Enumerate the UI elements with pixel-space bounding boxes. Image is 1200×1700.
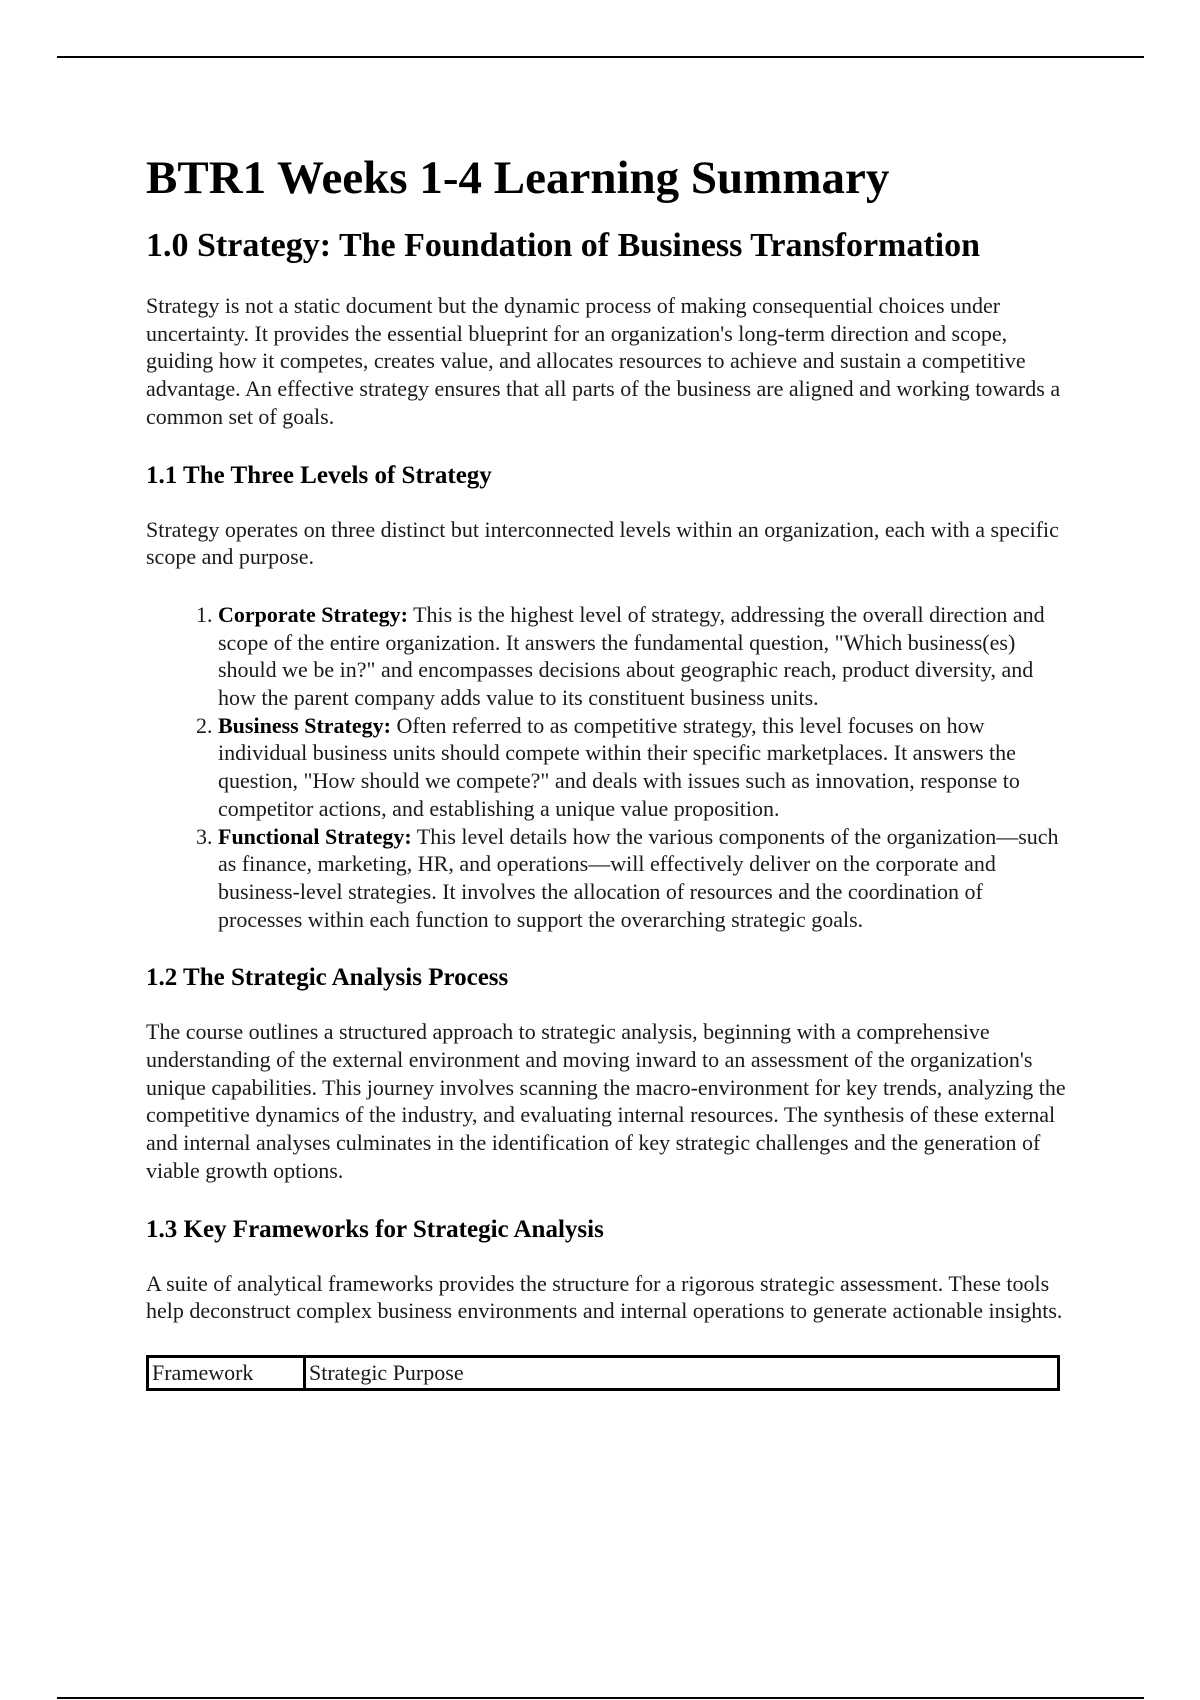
table-header-cell: Framework (148, 1356, 305, 1389)
list-item-term: Business Strategy: (218, 712, 391, 738)
list-item-text: Often referred to as competitive strategy, this level focuses on how individual business units should compete within their specific marketplaces. It answers the question, "How should we compete?" and deals with issues such as innovation, response to competitor actions, and establishing a unique value proposition. (218, 712, 1020, 821)
section-1-1-heading: 1.1 The Three Levels of Strategy (146, 461, 492, 489)
list-item-text: This level details how the various components of the organization—such as finance, marketing, HR, and operations—will effectively deliver on the corporate and business-level strategies. It involves the allocation of resources and the coordination of processes within each function to support the overarching strategic goals. (218, 823, 1059, 932)
list-item-text: This is the highest level of strategy, addressing the overall direction and scope of the entire organization. It answers the fundamental question, "Which business(es) should we be in?" and encompasses decisions about geographic reach, product diversity, and how the parent company adds value to its constituent business units. (218, 601, 1045, 711)
section-1-3-heading: 1.3 Key Frameworks for Strategic Analysis (146, 1215, 604, 1243)
section-1-1-intro: Strategy operates on three distinct but interconnected levels within an organization, each with a specific scope and purpose. (146, 516, 1059, 570)
list-item (218, 601, 1066, 712)
list-item-term: Functional Strategy: (218, 823, 412, 849)
list-item (218, 823, 1066, 934)
frameworks-table (146, 1355, 1060, 1391)
section-1-3-body: A suite of analytical frameworks provides the structure for a rigorous strategic assessment. These tools help deconstruct complex business environments and internal operations to generate actionable insights. (146, 1270, 1063, 1324)
list-item-term: Corporate Strategy: (218, 601, 408, 627)
bottom-rule (57, 1697, 1144, 1699)
section-1-2-body: The course outlines a structured approach to strategic analysis, beginning with a comprehensive understanding of the external environment and moving inward to an assessment of the organization's unique capabilities. This journey involves scanning the macro-environment for key trends, analyzing the competitive dynamics of the industry, and evaluating internal resources. The synthesis of these external and internal analyses culminates in the identification of key strategic challenges and the generation of viable growth options. (146, 1019, 1066, 1183)
table-header-cell: Strategic Purpose (305, 1356, 1059, 1389)
section-1-2-heading: 1.2 The Strategic Analysis Process (146, 964, 509, 992)
section-1-heading: 1.0 Strategy: The Foundation of Business Transformation (146, 227, 981, 264)
table-header-row (148, 1356, 1059, 1389)
top-rule (57, 56, 1144, 58)
document-body (146, 138, 1066, 1391)
document-title: BTR1 Weeks 1-4 Learning Summary (146, 152, 890, 204)
section-1-intro: Strategy is not a static document but the dynamic process of making consequential choices under uncertainty. It provides the essential blueprint for an organization's long-term direction and scope, guiding how it competes, creates value, and allocates resources to achieve and sustain a competitive advantage. An effective strategy ensures that all parts of the business are aligned and working towards a common set of goals. (146, 293, 1061, 429)
strategy-levels-list (146, 601, 1066, 933)
list-item (218, 712, 1066, 823)
